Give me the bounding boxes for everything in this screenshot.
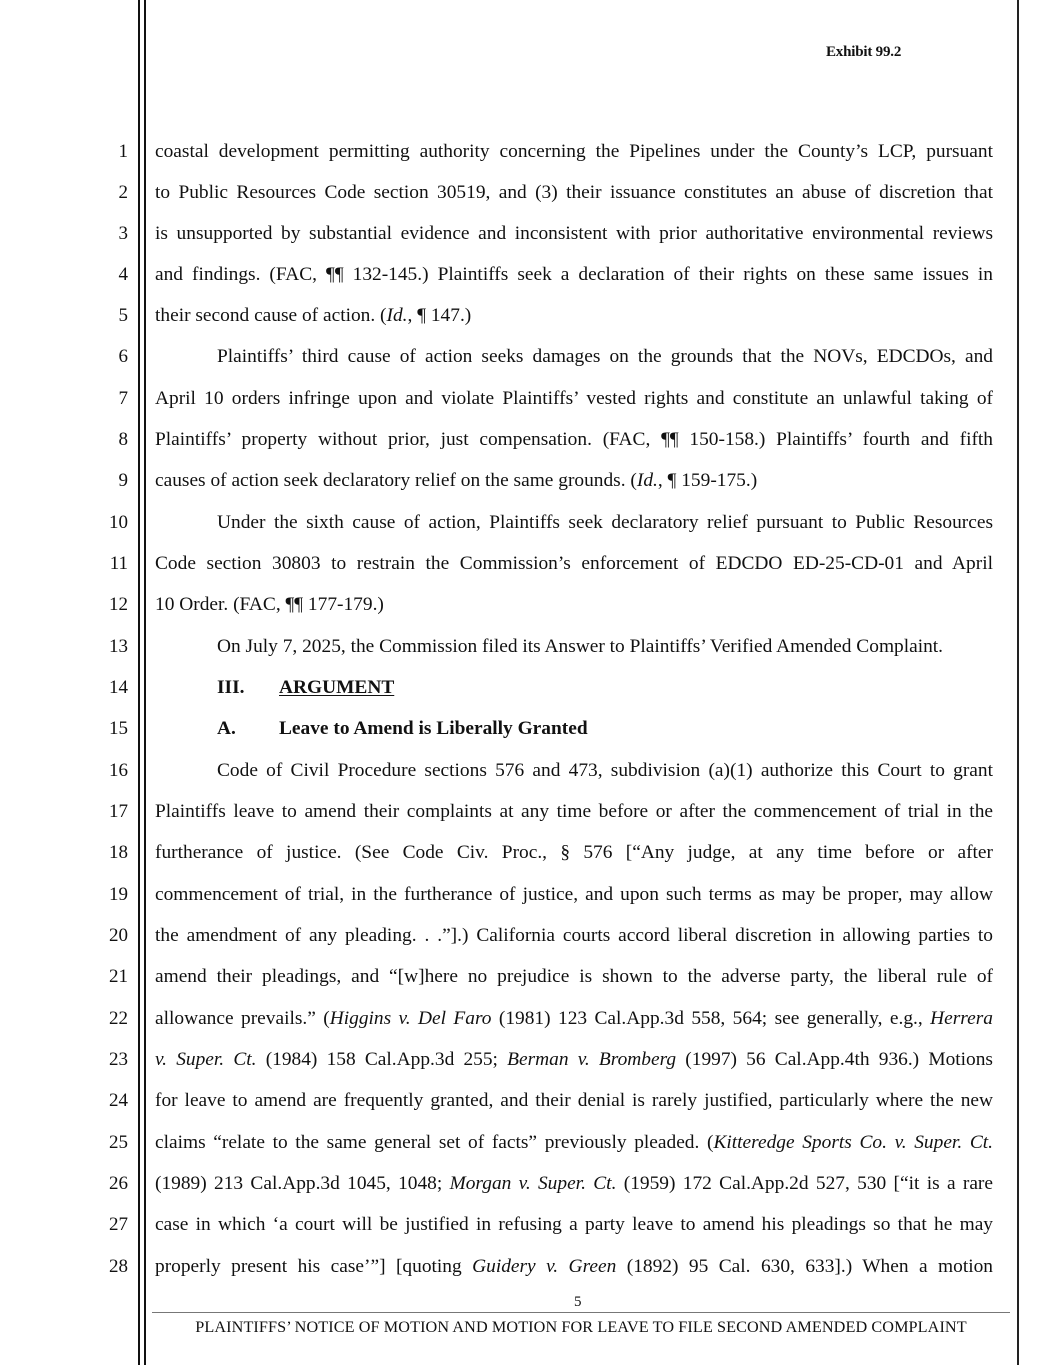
- line-number: 6: [118, 346, 128, 367]
- citation-italic: Kitteredge Sports Co. v. Super. Ct.: [713, 1132, 993, 1153]
- pleading-margin-rule-left-inner: [144, 0, 146, 1365]
- line-number: 25: [109, 1132, 128, 1153]
- line-number: 1: [118, 141, 128, 162]
- text-line: [155, 1173, 993, 1195]
- line-number: 18: [109, 842, 128, 863]
- text-line: the amendment of any pleading. . .”].) California courts accord liberal discretion in allowing parties to: [155, 925, 993, 946]
- text-line: [155, 470, 993, 492]
- line-number: 26: [109, 1173, 128, 1194]
- text-run: (1981) 123 Cal.App.3d 558, 564; see generally, e.g.,: [491, 1008, 931, 1029]
- text-run: causes of action seek declaratory relief on the same grounds. (: [155, 470, 637, 491]
- line-number: 5: [118, 305, 128, 326]
- line-number: 9: [118, 470, 128, 491]
- text-line: Plaintiffs leave to amend their complaints at any time before or after the commencement of trial in the: [155, 801, 993, 822]
- text-run: (1959) 172 Cal.App.2d 527, 530 [“it is a rare: [616, 1173, 993, 1194]
- text-run: (1989) 213 Cal.App.3d 1045, 1048;: [155, 1173, 450, 1194]
- page-number: 5: [574, 1294, 582, 1310]
- text-line: Plaintiffs’ third cause of action seeks damages on the grounds that the NOVs, EDCDOs, and: [217, 346, 993, 367]
- text-line: amend their pleadings, and “[w]here no prejudice is shown to the adverse party, the liberal rule of: [155, 966, 993, 987]
- footer-divider: [152, 1312, 1010, 1313]
- subsection-number: A.: [217, 718, 236, 739]
- line-number: 16: [109, 760, 128, 781]
- text-line: commencement of trial, in the furtherance of justice, and upon such terms as may be proper, may allow: [155, 884, 993, 905]
- text-run: , ¶ 147.): [407, 305, 472, 326]
- text-line: [155, 1132, 993, 1154]
- text-line: [155, 1049, 993, 1071]
- text-line: to Public Resources Code section 30519, and (3) their issuance constitutes an abuse of discretion that: [155, 182, 993, 203]
- line-number: 12: [109, 594, 128, 615]
- text-run: claims “relate to the same general set of facts” previously pleaded. (: [155, 1132, 714, 1153]
- line-number: 10: [109, 512, 128, 533]
- line-number: 14: [109, 677, 128, 698]
- section-title: ARGUMENT: [279, 677, 395, 698]
- line-number: 2: [118, 182, 128, 203]
- citation-italic: Morgan v. Super. Ct.: [449, 1173, 617, 1194]
- line-number: 28: [109, 1256, 128, 1277]
- text-line: April 10 orders infringe upon and violate Plaintiffs’ vested rights and constitute an unlawful taking of: [155, 388, 993, 409]
- text-run: , ¶ 159-175.): [657, 470, 758, 491]
- citation-italic: Higgins v. Del Faro: [329, 1008, 492, 1029]
- text-line: [155, 305, 993, 327]
- citation-italic: Id.: [386, 305, 408, 326]
- text-line: coastal development permitting authority concerning the Pipelines under the County’s LCP, pursuant: [155, 141, 993, 162]
- line-number: 3: [118, 223, 128, 244]
- line-number: 17: [109, 801, 128, 822]
- text-run: (1984) 158 Cal.App.3d 255;: [256, 1049, 508, 1070]
- citation-italic: Herrera: [930, 1008, 993, 1029]
- line-number: 7: [118, 388, 128, 409]
- text-run: (1997) 56 Cal.App.4th 936.) Motions: [676, 1049, 993, 1070]
- text-line: case in which ‘a court will be justified in refusing a party leave to amend his pleadings so that he may: [155, 1214, 993, 1235]
- subsection-heading: [155, 718, 993, 740]
- text-line: 10 Order. (FAC, ¶¶ 177-179.): [155, 594, 384, 615]
- line-number: 21: [109, 966, 128, 987]
- text-run: their second cause of action. (: [155, 305, 387, 326]
- line-number: 11: [109, 553, 128, 574]
- citation-italic: Guidery v. Green: [472, 1256, 617, 1277]
- line-number: 8: [118, 429, 128, 450]
- line-number: 24: [109, 1090, 128, 1111]
- text-line: and findings. (FAC, ¶¶ 132-145.) Plaintiffs seek a declaration of their rights on these same issues in: [155, 264, 993, 285]
- pleading-margin-rule-left-outer: [138, 0, 140, 1365]
- section-heading: [155, 677, 993, 699]
- text-line: [155, 1256, 993, 1278]
- citation-italic: v. Super. Ct.: [155, 1049, 257, 1070]
- text-line: furtherance of justice. (See Code Civ. Proc., § 576 [“Any judge, at any time before or after: [155, 842, 993, 863]
- text-run: allowance prevails.” (: [155, 1008, 330, 1029]
- text-line: Under the sixth cause of action, Plaintiffs seek declaratory relief pursuant to Public Resources: [217, 512, 993, 533]
- text-line: Code section 30803 to restrain the Commission’s enforcement of EDCDO ED-25-CD-01 and April: [155, 553, 993, 574]
- pleading-margin-rule-right: [1017, 0, 1019, 1365]
- citation-italic: Id.: [636, 470, 658, 491]
- section-number: III.: [217, 677, 245, 698]
- line-number: 23: [109, 1049, 128, 1070]
- line-number: 22: [109, 1008, 128, 1029]
- text-line: On July 7, 2025, the Commission filed its Answer to Plaintiffs’ Verified Amended Complaint.: [217, 636, 944, 657]
- text-line: Plaintiffs’ property without prior, just compensation. (FAC, ¶¶ 150-158.) Plaintiffs’ fourth and fifth: [155, 429, 993, 450]
- line-number: 20: [109, 925, 128, 946]
- footer-document-title: PLAINTIFFS’ NOTICE OF MOTION AND MOTION FOR LEAVE TO FILE SECOND AMENDED COMPLAINT: [195, 1318, 967, 1336]
- text-line: for leave to amend are frequently granted, and their denial is rarely justified, particularly where the new: [155, 1090, 993, 1111]
- line-number: 19: [109, 884, 128, 905]
- text-line: Code of Civil Procedure sections 576 and 473, subdivision (a)(1) authorize this Court to grant: [217, 760, 993, 781]
- line-number: 4: [118, 264, 128, 285]
- text-line: is unsupported by substantial evidence and inconsistent with prior authoritative environmental reviews: [155, 223, 993, 244]
- line-number: 13: [109, 636, 128, 657]
- exhibit-label: Exhibit 99.2: [826, 44, 902, 60]
- subsection-title: Leave to Amend is Liberally Granted: [279, 718, 588, 739]
- text-run: (1892) 95 Cal. 630, 633].) When a motion: [616, 1256, 993, 1277]
- line-number: 15: [109, 718, 128, 739]
- text-run: properly present his case’”] [quoting: [155, 1256, 473, 1277]
- text-line: [155, 1008, 993, 1030]
- line-number: 27: [109, 1214, 128, 1235]
- citation-italic: Berman v. Bromberg: [507, 1049, 677, 1070]
